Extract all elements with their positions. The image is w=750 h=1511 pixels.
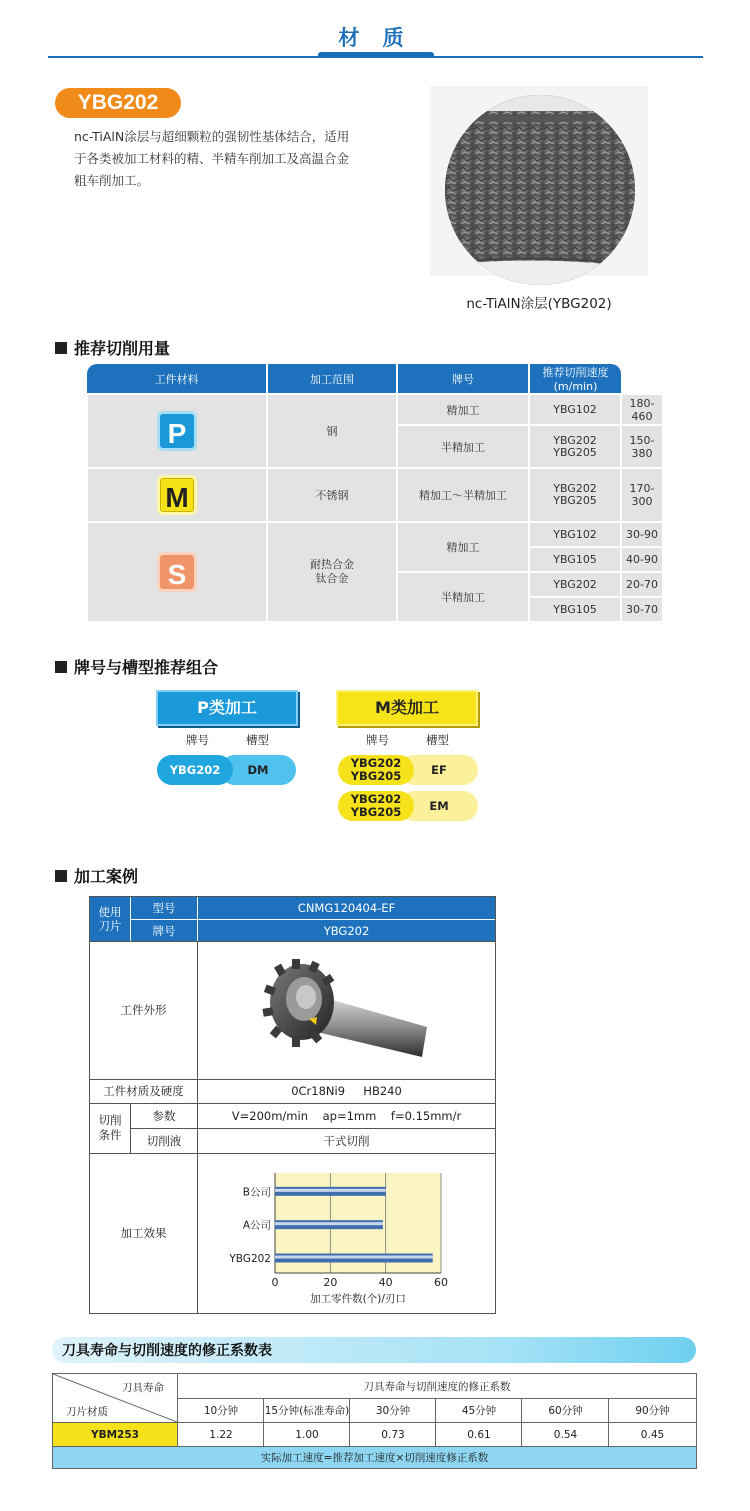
grade-label: 牌号: [186, 733, 209, 747]
x-tick-label: 60: [434, 1276, 448, 1289]
insert-label: 使用 刀片: [90, 897, 130, 941]
material-value: 0Cr18Ni9 HB240: [291, 1084, 402, 1098]
life-label: 刀具寿命: [122, 1381, 164, 1394]
intro-text: [74, 126, 392, 192]
material-name: 耐热合金 钛合金: [267, 522, 397, 622]
column-header: 推荐切削速度(m/min): [529, 364, 621, 394]
grade-oval: YBG202 YBG205: [338, 755, 414, 785]
intro-line: 于各类被加工材料的精、半精车削加工及高温合金: [74, 151, 350, 166]
y-category-label: B公司: [242, 1186, 271, 1199]
speed-cell: 180-460: [621, 394, 663, 425]
material-label: 刀片材质: [66, 1405, 108, 1418]
grade-oval: YBG202: [157, 755, 233, 785]
range-cell: 精加工～半精加工: [397, 468, 529, 522]
life-column-header: 15分钟(标准寿命): [264, 1405, 350, 1417]
correction-footer: 实际加工速度=推荐加工速度×切削速度修正系数: [53, 1447, 696, 1468]
grade-badge: YBG202: [55, 88, 181, 118]
grade-cell: YBG202 YBG205: [529, 468, 621, 522]
life-column-header: 30分钟: [375, 1405, 411, 1417]
x-axis-label: 加工零件数(个)/刃口: [310, 1293, 406, 1305]
coating-micrograph-image: [445, 95, 635, 285]
life-column-header: 90分钟: [635, 1405, 670, 1417]
model-value: CNMG120404-EF: [198, 897, 495, 919]
grade-cell: YBG102: [529, 522, 621, 547]
groove-oval: EF: [400, 755, 478, 785]
coefficient-cell: 0.61: [467, 1428, 491, 1441]
m-class-icon: M: [157, 475, 197, 515]
model-label: 型号: [131, 897, 197, 919]
shape-label: 工件外形: [120, 1003, 167, 1017]
tool-life-bar-chart: [220, 1165, 480, 1313]
x-tick-label: 40: [378, 1276, 393, 1289]
grade-cell: YBG105: [529, 547, 621, 572]
conditions-label: 切削 条件: [98, 1113, 122, 1142]
column-header: 工件材料: [87, 364, 267, 394]
bar-highlight: [275, 1189, 386, 1192]
coolant-value: 干式切削: [323, 1134, 370, 1148]
groove-oval: EM: [400, 791, 478, 821]
case-table: [89, 896, 496, 1314]
square-bullet-icon: [55, 342, 67, 354]
speed-cell: 170-300: [621, 468, 663, 522]
coefficient-cell: 1.22: [209, 1428, 233, 1441]
grade-label: 牌号: [131, 920, 197, 941]
s-class-icon: S: [157, 552, 197, 592]
coolant-label: 切削液: [146, 1134, 182, 1148]
life-column-header: 60分钟: [548, 1405, 583, 1417]
material-name: 不锈钢: [267, 468, 397, 522]
material-icon-cell: [87, 394, 267, 468]
grade-cell: YBG102: [529, 394, 621, 425]
square-bullet-icon: [55, 870, 67, 882]
material-icon-cell: [87, 468, 267, 522]
groove-label: 槽型: [426, 733, 449, 747]
intro-line: nc-TiAlN涂层与超细颗粒的强韧性基体结合，适用: [74, 129, 350, 144]
coefficient-cell: 0.73: [381, 1428, 405, 1441]
speed-cell: 40-90: [621, 547, 663, 572]
grade-label: 牌号: [366, 733, 389, 747]
group-header: 刀具寿命与切削速度的修正系数: [363, 1380, 511, 1393]
p-class-icon: P: [157, 411, 197, 451]
column-header: 牌号: [397, 364, 529, 394]
row-name: YBM253: [53, 1423, 177, 1446]
effect-label: 加工效果: [120, 1226, 167, 1240]
coefficient-cell: 0.45: [640, 1428, 665, 1441]
life-column-header: 10分钟: [203, 1405, 239, 1417]
p-class-title: P类加工: [156, 690, 298, 726]
range-cell: 精加工: [397, 522, 529, 572]
param-value: V=200m/min ap=1mm f=0.15mm/r: [231, 1108, 462, 1123]
speed-cell: 30-90: [621, 522, 663, 547]
grade-value: YBG202: [198, 920, 495, 941]
groove-label: 槽型: [246, 733, 269, 747]
groove-oval: DM: [220, 755, 296, 785]
speed-cell: 30-70: [621, 597, 663, 622]
x-tick-label: 20: [323, 1276, 338, 1289]
workpiece-image: [262, 957, 432, 1067]
range-cell: 半精加工: [397, 425, 529, 468]
section-heading-combo: 牌号与槽型推荐组合: [55, 655, 218, 678]
cutting-parameters-table: [86, 364, 664, 623]
param-label: 参数: [152, 1108, 176, 1123]
bar-highlight: [275, 1256, 433, 1259]
bar-highlight: [275, 1222, 383, 1225]
coefficient-cell: 1.00: [295, 1428, 319, 1441]
correction-title: 刀具寿命与切削速度的修正系数表: [62, 1343, 272, 1359]
column-header: 加工范围: [267, 364, 397, 394]
material-icon-cell: [87, 522, 267, 622]
page-title: 材 质: [338, 26, 412, 50]
material-label: 工件材质及硬度: [103, 1084, 184, 1098]
range-cell: 精加工: [397, 394, 529, 425]
intro-line: 粗车削加工。: [74, 173, 150, 188]
range-cell: 半精加工: [397, 572, 529, 622]
life-column-header: 45分钟: [461, 1405, 497, 1417]
grade-cell: YBG202 YBG205: [529, 425, 621, 468]
m-class-title: M类加工: [336, 690, 478, 726]
coefficient-cell: 0.54: [553, 1428, 578, 1441]
section-heading-case: 加工案例: [55, 864, 138, 887]
title-divider: [48, 56, 703, 58]
x-tick-label: 0: [271, 1276, 279, 1289]
grade-cell: YBG202: [529, 572, 621, 597]
speed-cell: 20-70: [621, 572, 663, 597]
y-category-label: YBG202: [229, 1253, 271, 1265]
grade-oval: YBG202 YBG205: [338, 791, 414, 821]
micrograph-caption: nc-TiAlN涂层(YBG202): [466, 296, 612, 312]
y-category-label: A公司: [242, 1219, 271, 1232]
correction-table: [52, 1373, 697, 1469]
section-heading-cutting: 推荐切削用量: [55, 336, 170, 359]
material-name: 钢: [267, 394, 397, 468]
grade-cell: YBG105: [529, 597, 621, 622]
speed-cell: 150-380: [621, 425, 663, 468]
square-bullet-icon: [55, 661, 67, 673]
